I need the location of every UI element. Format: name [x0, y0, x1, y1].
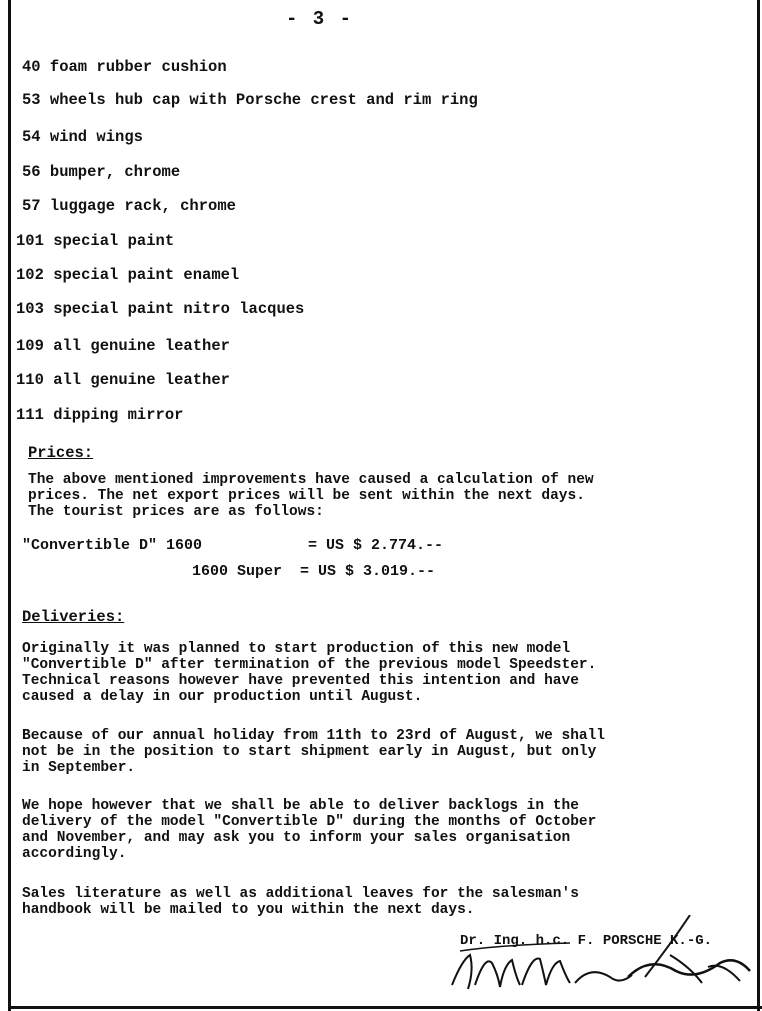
list-item: 53 wheels hub cap with Porsche crest and rim ring — [22, 91, 478, 109]
page-border-right — [757, 0, 760, 1011]
company-name: Dr. Ing. h.c. F. PORSCHE K.-G. — [460, 933, 713, 949]
price-row-model: "Convertible D" 1600 — [22, 537, 203, 554]
price-row-value: = US $ 2.774.-- — [308, 537, 444, 554]
page-number: - 3 - — [286, 8, 354, 30]
list-item: 111 dipping mirror — [16, 406, 184, 424]
deliveries-paragraph: Originally it was planned to start production of this new model "Convertible D" after termination of the previous model Speedster. Technical reasons however have prevented this intention and have caused a delay in our production until August. — [22, 641, 597, 705]
page-border-bottom — [8, 1006, 762, 1009]
price-row-model: 1600 Super — [192, 563, 283, 580]
list-item: 101 special paint — [16, 232, 175, 250]
prices-heading: Prices: — [28, 444, 94, 462]
list-item: 54 wind wings — [22, 128, 143, 146]
deliveries-paragraph: We hope however that we shall be able to deliver backlogs in the delivery of the model "Convertible D" during the months of October and November, and may ask you to inform your sales organisation accordingly. — [22, 798, 597, 862]
deliveries-heading: Deliveries: — [22, 608, 125, 626]
list-item: 110 all genuine leather — [16, 371, 230, 389]
list-item: 103 special paint nitro lacques — [16, 300, 305, 318]
list-item: 40 foam rubber cushion — [22, 58, 227, 76]
list-item: 57 luggage rack, chrome — [22, 197, 236, 215]
deliveries-paragraph: Sales literature as well as additional leaves for the salesman's handbook will be mailed to you within the next days. — [22, 886, 579, 918]
price-row-value: = US $ 3.019.-- — [300, 563, 436, 580]
deliveries-paragraph: Because of our annual holiday from 11th to 23rd of August, we shall not be in the position to start shipment early in August, but only in September. — [22, 728, 605, 776]
list-item: 56 bumper, chrome — [22, 163, 181, 181]
page-border-left — [8, 0, 11, 1011]
list-item: 102 special paint enamel — [16, 266, 240, 284]
signature-block — [440, 915, 758, 1000]
prices-text: The above mentioned improvements have caused a calculation of new prices. The net export prices will be sent within the next days. The tourist prices are as follows: — [28, 472, 594, 520]
handwritten-signature — [440, 915, 758, 1000]
list-item: 109 all genuine leather — [16, 337, 230, 355]
